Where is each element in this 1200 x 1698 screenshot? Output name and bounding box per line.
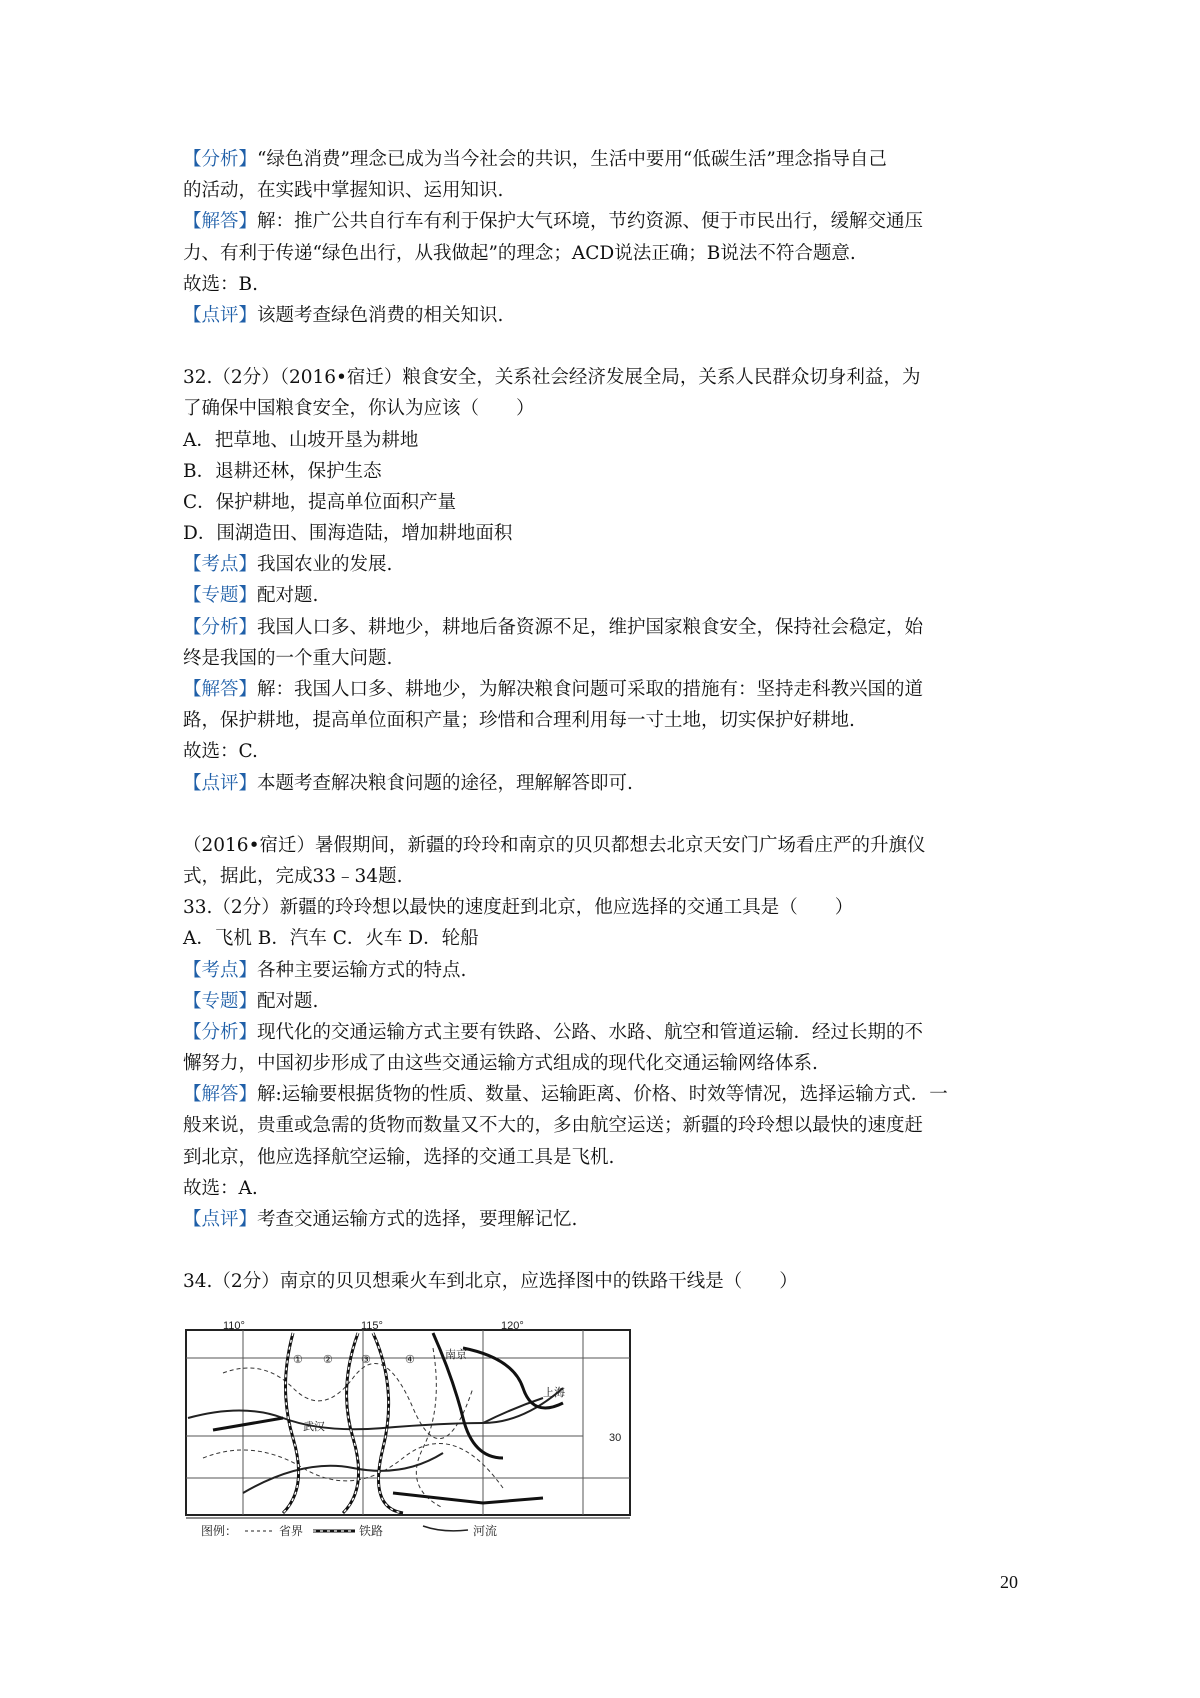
section-tag: 【点评】 (183, 772, 258, 794)
line-text: 各种主要运输方式的特点. (257, 959, 467, 981)
text-line (183, 1173, 1053, 1204)
line-text: “绿色消费”理念已成为当今社会的共识，生活中要用“低碳生活”理念指导自己 (257, 149, 887, 170)
text-line (183, 206, 1053, 237)
text-line (183, 612, 1053, 643)
section-tag: 【分析】 (183, 1021, 258, 1043)
section-tag: 【点评】 (183, 1209, 258, 1230)
section-tag: 【分析】 (183, 149, 258, 170)
railway-map (183, 1318, 633, 1548)
section-tag: 【专题】 (183, 585, 258, 607)
section-tag: 【考点】 (183, 959, 258, 981)
text-line (183, 425, 1053, 456)
lon-label-110: 110° (223, 1320, 245, 1332)
text-line (183, 144, 1053, 175)
line-text: A．把草地、山坡开垦为耕地 (183, 429, 419, 451)
section-tag: 【考点】 (183, 554, 258, 576)
text-line (183, 549, 1053, 580)
block-gap (183, 331, 1053, 362)
text-line (183, 1266, 1053, 1297)
text-line (183, 456, 1053, 487)
legend-prefix: 图例： (201, 1524, 238, 1538)
line-text: 34.（2分）南京的贝贝想乘火车到北京，应选择图中的铁路干线是（ ） (183, 1271, 798, 1293)
text-line (183, 705, 1053, 736)
block-gap (183, 1235, 1053, 1266)
line-text: 的活动，在实践中掌握知识、运用知识. (183, 180, 504, 202)
section-tag: 【分析】 (183, 616, 258, 638)
place-nanjing: 南京 (445, 1349, 467, 1361)
line-text: 懈努力，中国初步形成了由这些交通运输方式组成的现代化交通运输网络体系. (183, 1053, 818, 1075)
rail-label-1: ① (293, 1354, 303, 1366)
line-text: 式，据此，完成33﹣34题. (183, 865, 403, 887)
line-text: D．围湖造田、围海造陆，增加耕地面积 (183, 523, 513, 545)
line-text: 配对题. (257, 585, 319, 607)
text-line (183, 923, 1053, 954)
document-body (183, 144, 1053, 1297)
text-line (183, 861, 1053, 892)
text-line (183, 487, 1053, 518)
text-line (183, 643, 1053, 674)
section-tag: 【解答】 (183, 211, 258, 233)
line-text: 解：推广公共自行车有利于保护大气环境，节约资源、便于市民出行，缓解交通压 (257, 211, 924, 233)
text-line (183, 238, 1053, 269)
text-line (183, 892, 1053, 923)
line-text: 故选：B. (183, 273, 258, 295)
line-text: 故选：C. (183, 741, 258, 763)
text-block (183, 362, 1053, 799)
text-line (183, 830, 1053, 861)
line-text: 考查交通运输方式的选择，要理解记忆. (257, 1209, 578, 1230)
line-text: 本题考查解决粮食问题的途径，理解解答即可. (257, 772, 633, 794)
block-gap (183, 799, 1053, 830)
text-line (183, 1017, 1053, 1048)
rail-label-2: ② (323, 1354, 333, 1366)
line-text: 配对题. (257, 990, 319, 1012)
lon-label-120: 120° (501, 1320, 524, 1332)
rail-label-3: ③ (361, 1354, 371, 1366)
line-text: 般来说，贵重或急需的货物而数量又不大的，多由航空运送；新疆的玲玲想以最快的速度赶 (183, 1115, 924, 1137)
text-line (183, 1110, 1053, 1141)
lat-label-30: 30 (609, 1432, 622, 1444)
legend-railway: 铁路 (359, 1524, 384, 1538)
text-line (183, 1079, 1053, 1110)
text-line (183, 1142, 1053, 1173)
page-number: 20 (1000, 1572, 1018, 1592)
section-tag: 【专题】 (183, 990, 258, 1012)
text-block (183, 830, 1053, 1235)
text-line (183, 393, 1053, 424)
line-text: 解:运输要根据货物的性质、数量、运输距离、价格、时效等情况，选择运输方式．一 (257, 1084, 948, 1106)
line-text: B．退耕还林，保护生态 (183, 460, 382, 482)
line-text: 我国农业的发展. (257, 554, 393, 576)
legend-border: 省界 (279, 1524, 304, 1538)
text-line (183, 736, 1053, 767)
text-line (183, 955, 1053, 986)
line-text: 解：我国人口多、耕地少，为解决粮食问题可采取的措施有：坚持走科教兴国的道 (257, 679, 924, 700)
line-text: 了确保中国粮食安全，你认为应该（ ） (183, 398, 535, 420)
legend-river: 河流 (473, 1524, 498, 1538)
text-line (183, 362, 1053, 393)
text-line (183, 1204, 1053, 1235)
text-line (183, 1048, 1053, 1079)
section-tag: 【点评】 (183, 304, 258, 326)
text-line (183, 986, 1053, 1017)
text-line (183, 518, 1053, 549)
text-line (183, 674, 1053, 705)
line-text: A．飞机 B．汽车 C．火车 D．轮船 (183, 928, 479, 950)
line-text: 33.（2分）新疆的玲玲想以最快的速度赶到北京，他应选择的交通工具是（ ） (183, 897, 854, 919)
line-text: 该题考查绿色消费的相关知识. (257, 304, 504, 326)
line-text: 现代化的交通运输方式主要有铁路、公路、水路、航空和管道运输．经过长期的不 (257, 1021, 924, 1043)
line-text: 力、有利于传递“绿色出行，从我做起”的理念；ACD说法正确；B说法不符合题意. (183, 242, 856, 264)
section-tag: 【解答】 (183, 1084, 258, 1106)
section-tag: 【解答】 (183, 679, 258, 700)
text-block (183, 1266, 1053, 1297)
line-text: 终是我国的一个重大问题. (183, 647, 393, 669)
line-text: 故选：A. (183, 1177, 258, 1199)
text-line (183, 300, 1053, 331)
line-text: 32.（2分）（2016•宿迁）粮食安全，关系社会经济发展全局，关系人民群众切身利益，为 (183, 367, 921, 389)
line-text: C．保护耕地，提高单位面积产量 (183, 491, 457, 513)
line-text: （2016•宿迁）暑假期间，新疆的玲玲和南京的贝贝都想去北京天安门广场看庄严的升旗仪 (183, 834, 926, 856)
place-shanghai: 上海 (543, 1387, 565, 1399)
text-block (183, 144, 1053, 331)
text-line (183, 768, 1053, 799)
line-text: 到北京，他应选择航空运输，选择的交通工具是飞机. (183, 1146, 615, 1168)
lon-label-115: 115° (361, 1320, 383, 1332)
text-line (183, 580, 1053, 611)
place-wuhan: 武汉 (303, 1421, 325, 1433)
map-figure (183, 1318, 633, 1548)
line-text: 我国人口多、耕地少，耕地后备资源不足，维护国家粮食安全，保持社会稳定，始 (257, 616, 924, 638)
line-text: 路，保护耕地，提高单位面积产量；珍惜和合理利用每一寸土地，切实保护好耕地. (183, 710, 855, 732)
rail-label-4: ④ (405, 1354, 415, 1366)
text-line (183, 269, 1053, 300)
text-line (183, 175, 1053, 206)
